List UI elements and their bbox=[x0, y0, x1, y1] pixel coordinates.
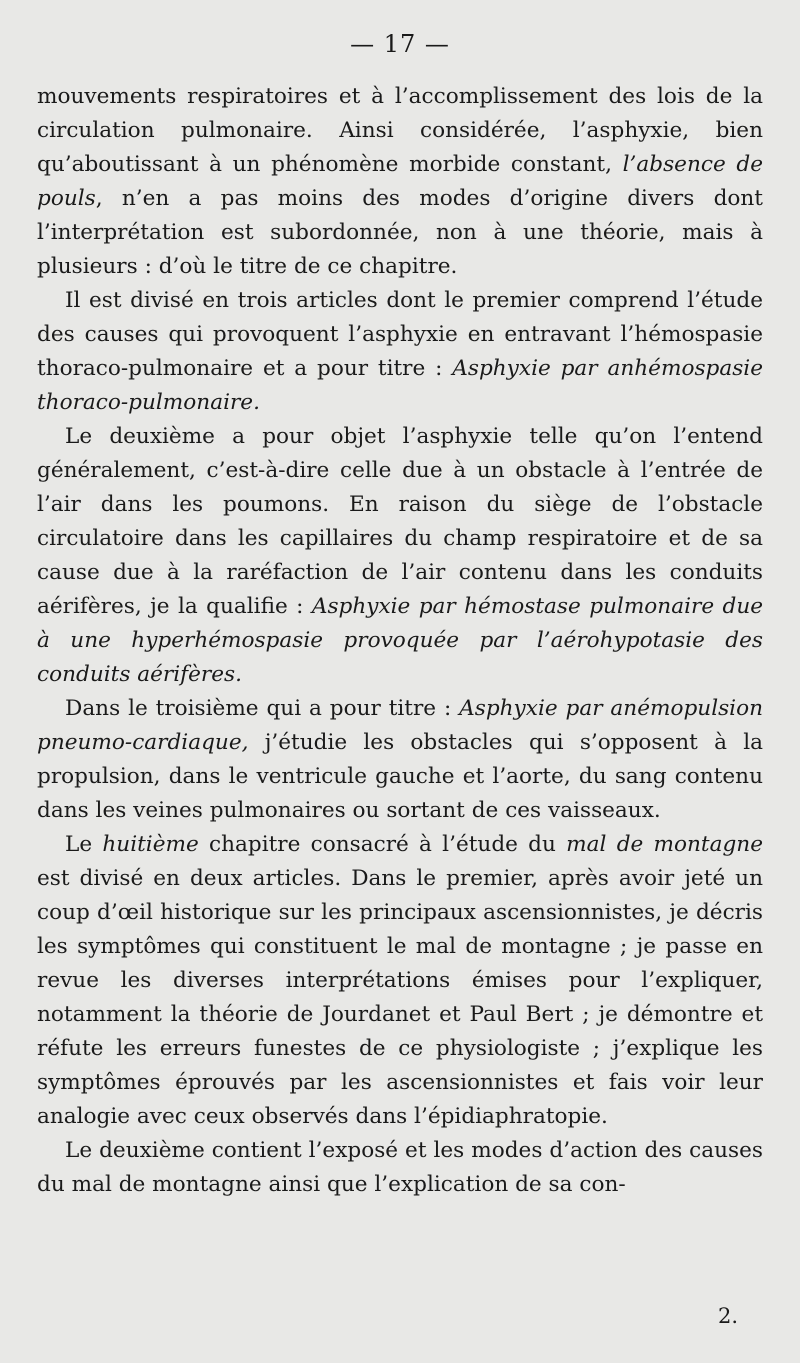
text-run: Le deuxième contient l’exposé et les modes d’action des causes du mal de montagne ainsi que l’explication de sa con- bbox=[37, 1138, 763, 1197]
signature-mark: 2. bbox=[717, 1304, 738, 1328]
text-run: j’étudie les obstacles qui s’opposent à la propulsion, dans le ventricule gauche et l’aorte, du sang contenu dans les veines pulmonaires ou sortant de ces vaisseaux. bbox=[37, 730, 763, 823]
italic-text: Asphyxie par hémostase pulmonaire due à une hyperhémospasie provoquée par l’aérohypotasie des conduits aérifères. bbox=[37, 594, 764, 687]
paragraph bbox=[37, 828, 763, 1134]
italic-text: huitième bbox=[102, 832, 199, 857]
paragraph bbox=[37, 284, 763, 420]
paragraph bbox=[37, 80, 763, 284]
italic-text: mal de montagne bbox=[566, 832, 763, 857]
text-run: Dans le troisième qui a pour titre : bbox=[65, 696, 460, 721]
page-number: — 17 — bbox=[350, 30, 450, 58]
text-run: , n’en a pas moins des modes d’origine divers dont l’interprétation est subordonnée, non à une théorie, mais à plusieurs : d’où le titre de ce chapitre. bbox=[37, 186, 763, 279]
italic-text: Asphyxie par anémopulsion pneumo-cardiaque, bbox=[37, 696, 764, 755]
text-run: Il est divisé en trois articles dont le premier comprend l’étude des causes qui provoquent l’asphyxie en entravant l’hémospasie thoraco-pulmonaire et a pour titre : bbox=[37, 288, 763, 381]
text-run: est divisé en deux articles. Dans le premier, après avoir jeté un coup d’œil historique sur les principaux ascensionnistes, je décris les symptômes qui constituent le mal de montagne ; je passe en revue les diverses interprétations émises pour l’expliquer, notamment la théorie de Jourdanet et Paul Bert ; je démontre et réfute les erreurs funestes de ce physiologiste ; j’explique les symptômes éprouvés par les ascensionnistes et fais voir leur analogie avec ceux observés dans l’épidiaphratopie. bbox=[37, 866, 763, 1129]
text-run: mouvements respiratoires et à l’accomplissement des lois de la circulation pulmonaire. Ainsi considérée, l’asphyxie, bien qu’aboutissant à un phénomène morbide constant, bbox=[37, 84, 763, 177]
paragraph bbox=[37, 1134, 763, 1202]
text-run: Le deuxième a pour objet l’asphyxie telle qu’on l’entend généralement, c’est-à-dire celle due à un obstacle à l’entrée de l’air dans les poumons. En raison du siège de l’obstacle circulatoire dans les capillaires du champ respiratoire et de sa cause due à la raréfaction de l’air contenu dans les conduits aérifères, je la qualifie : bbox=[37, 424, 763, 619]
paragraph bbox=[37, 692, 763, 828]
italic-text: l’absence de pouls bbox=[37, 152, 763, 211]
italic-text: Asphyxie par anhémospasie thoraco-pulmonaire. bbox=[37, 356, 763, 415]
text-run: Le bbox=[65, 832, 103, 857]
paragraph bbox=[37, 420, 763, 692]
text-run: chapitre consacré à l’étude du bbox=[198, 832, 567, 857]
page-body bbox=[37, 80, 763, 1202]
